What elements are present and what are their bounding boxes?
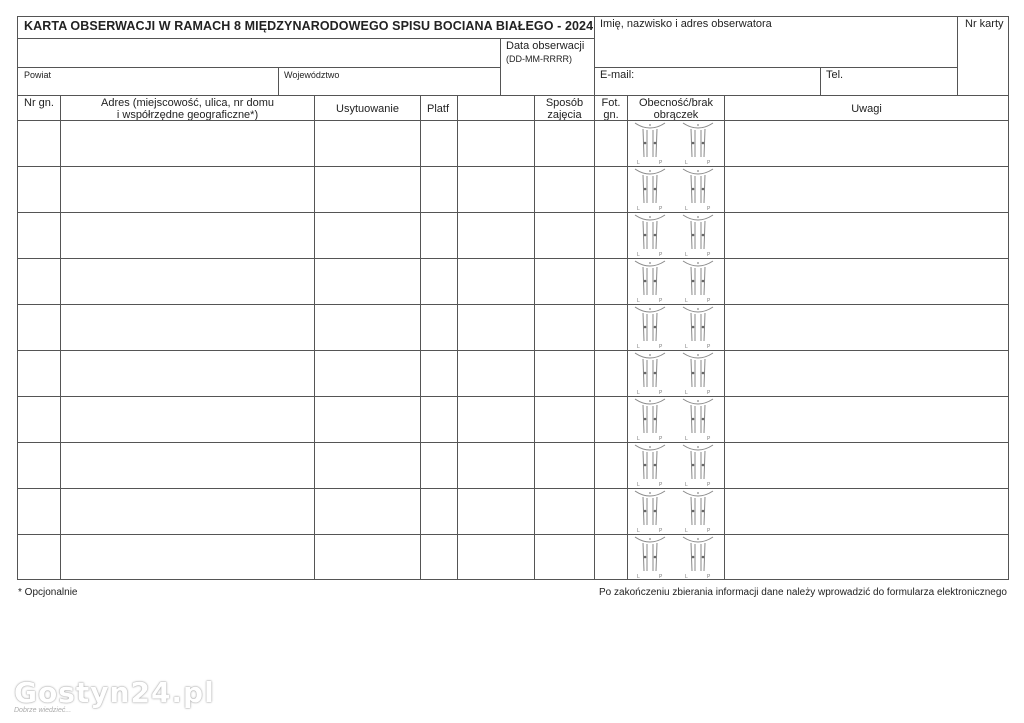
svg-text:P: P [659,160,663,166]
svg-text:L: L [685,436,688,442]
svg-text:L: L [637,574,640,580]
svg-text:P: P [659,436,663,442]
card-number-label: Nr karty [965,18,1004,30]
stork-legs-icon [681,535,715,579]
stork-legs-icon [633,121,667,165]
svg-text:P: P [707,390,711,396]
province-label: Województwo [284,70,340,80]
stork-legs-icon [681,351,715,395]
column-divider [724,95,725,580]
svg-text:P: P [659,206,663,212]
column-divider [534,95,535,580]
svg-text:P: P [659,482,663,488]
col-header-rings-line1: Obecność/brak [639,97,713,109]
svg-text:P: P [707,436,711,442]
instruction-note: Po zakończeniu zbierania informacji dane należy wprowadzić do formularza elektronicznego [599,587,1007,598]
divider [594,16,595,96]
svg-text:L: L [637,482,640,488]
stork-legs-icon [681,305,715,349]
stork-legs-icon [633,397,667,441]
column-divider [420,95,421,580]
divider [594,67,957,68]
divider [500,38,501,96]
divider [820,67,821,96]
col-header-nest-number: Nr gn. [24,97,54,109]
col-header-photo-line2: gn. [603,109,619,121]
row-divider [17,488,1009,489]
divider [17,67,500,68]
column-divider [314,95,315,580]
svg-text:P: P [659,574,663,580]
column-divider [60,95,61,580]
svg-text:L: L [685,482,688,488]
phone-label: Tel. [826,69,844,81]
svg-text:P: P [659,252,663,258]
row-divider [17,212,1009,213]
svg-text:L: L [637,252,640,258]
row-divider [17,534,1009,535]
row-divider [17,442,1009,443]
svg-text:P: P [707,574,711,580]
column-divider [627,95,628,580]
divider [17,95,1009,96]
divider [17,120,1009,121]
stork-legs-icon [681,443,715,487]
stork-legs-icon [633,259,667,303]
svg-text:P: P [707,160,711,166]
col-header-address-line1: Adres (miejscowość, ulica, nr domu [100,97,274,109]
stork-legs-icon [633,535,667,579]
svg-text:L: L [685,344,688,350]
svg-text:P: P [707,482,711,488]
col-header-platform: Platf [426,103,449,115]
form-title: KARTA OBSERWACJI W RAMACH 8 MIĘDZYNARODOWEGO SPISU BOCIANA BIAŁEGO - 2024 [24,19,594,33]
svg-text:L: L [637,344,640,350]
svg-text:P: P [707,252,711,258]
svg-text:P: P [707,528,711,534]
svg-text:P: P [707,298,711,304]
svg-text:P: P [659,298,663,304]
county-label: Powiat [24,70,52,80]
date-format: (DD-MM-RRRR) [506,54,572,64]
svg-text:P: P [707,206,711,212]
watermark-tagline: Dobrze wiedzieć... [14,707,72,714]
col-header-rings-line2: obrączek [653,109,699,121]
svg-text:L: L [637,298,640,304]
stork-legs-icon [681,397,715,441]
divider [278,67,279,96]
svg-text:L: L [685,298,688,304]
svg-text:L: L [637,206,640,212]
svg-text:L: L [685,252,688,258]
column-divider [457,95,458,580]
svg-text:L: L [637,436,640,442]
row-divider [17,304,1009,305]
svg-text:L: L [637,528,640,534]
col-header-address-line2: i współrzędne geograficzne*) [116,109,259,121]
stork-legs-icon [681,167,715,211]
email-label: E-mail: [600,69,635,81]
svg-text:P: P [659,390,663,396]
row-divider [17,396,1009,397]
col-header-method-line1: Sposób [545,97,584,109]
svg-text:L: L [685,390,688,396]
col-header-photo-line1: Fot. [601,97,621,109]
row-divider [17,258,1009,259]
col-header-location: Usytuowanie [336,103,399,115]
divider [17,38,594,39]
stork-legs-icon [681,213,715,257]
observer-label: Imię, nazwisko i adres obserwatora [600,18,772,30]
divider [957,16,958,96]
svg-text:L: L [637,160,640,166]
stork-legs-icon [633,351,667,395]
column-divider [594,95,595,580]
row-divider [17,166,1009,167]
optional-note: * Opcjonalnie [18,587,78,598]
stork-legs-icon [633,213,667,257]
svg-text:L: L [685,574,688,580]
stork-legs-icon [633,305,667,349]
svg-text:L: L [685,160,688,166]
col-header-notes: Uwagi [851,103,882,115]
svg-text:P: P [659,528,663,534]
stork-legs-icon [633,489,667,533]
stork-legs-icon [681,259,715,303]
stork-legs-icon [681,121,715,165]
row-divider [17,350,1009,351]
date-label: Data obserwacji [506,40,585,52]
svg-text:P: P [659,344,663,350]
stork-legs-icon [633,443,667,487]
col-header-method-line2: zajęcia [547,109,582,121]
svg-text:L: L [685,206,688,212]
stork-legs-icon [681,489,715,533]
svg-text:L: L [685,528,688,534]
svg-text:L: L [637,390,640,396]
watermark-logo: Gostyn24.pl [14,676,215,709]
svg-text:P: P [707,344,711,350]
stork-legs-icon [633,167,667,211]
